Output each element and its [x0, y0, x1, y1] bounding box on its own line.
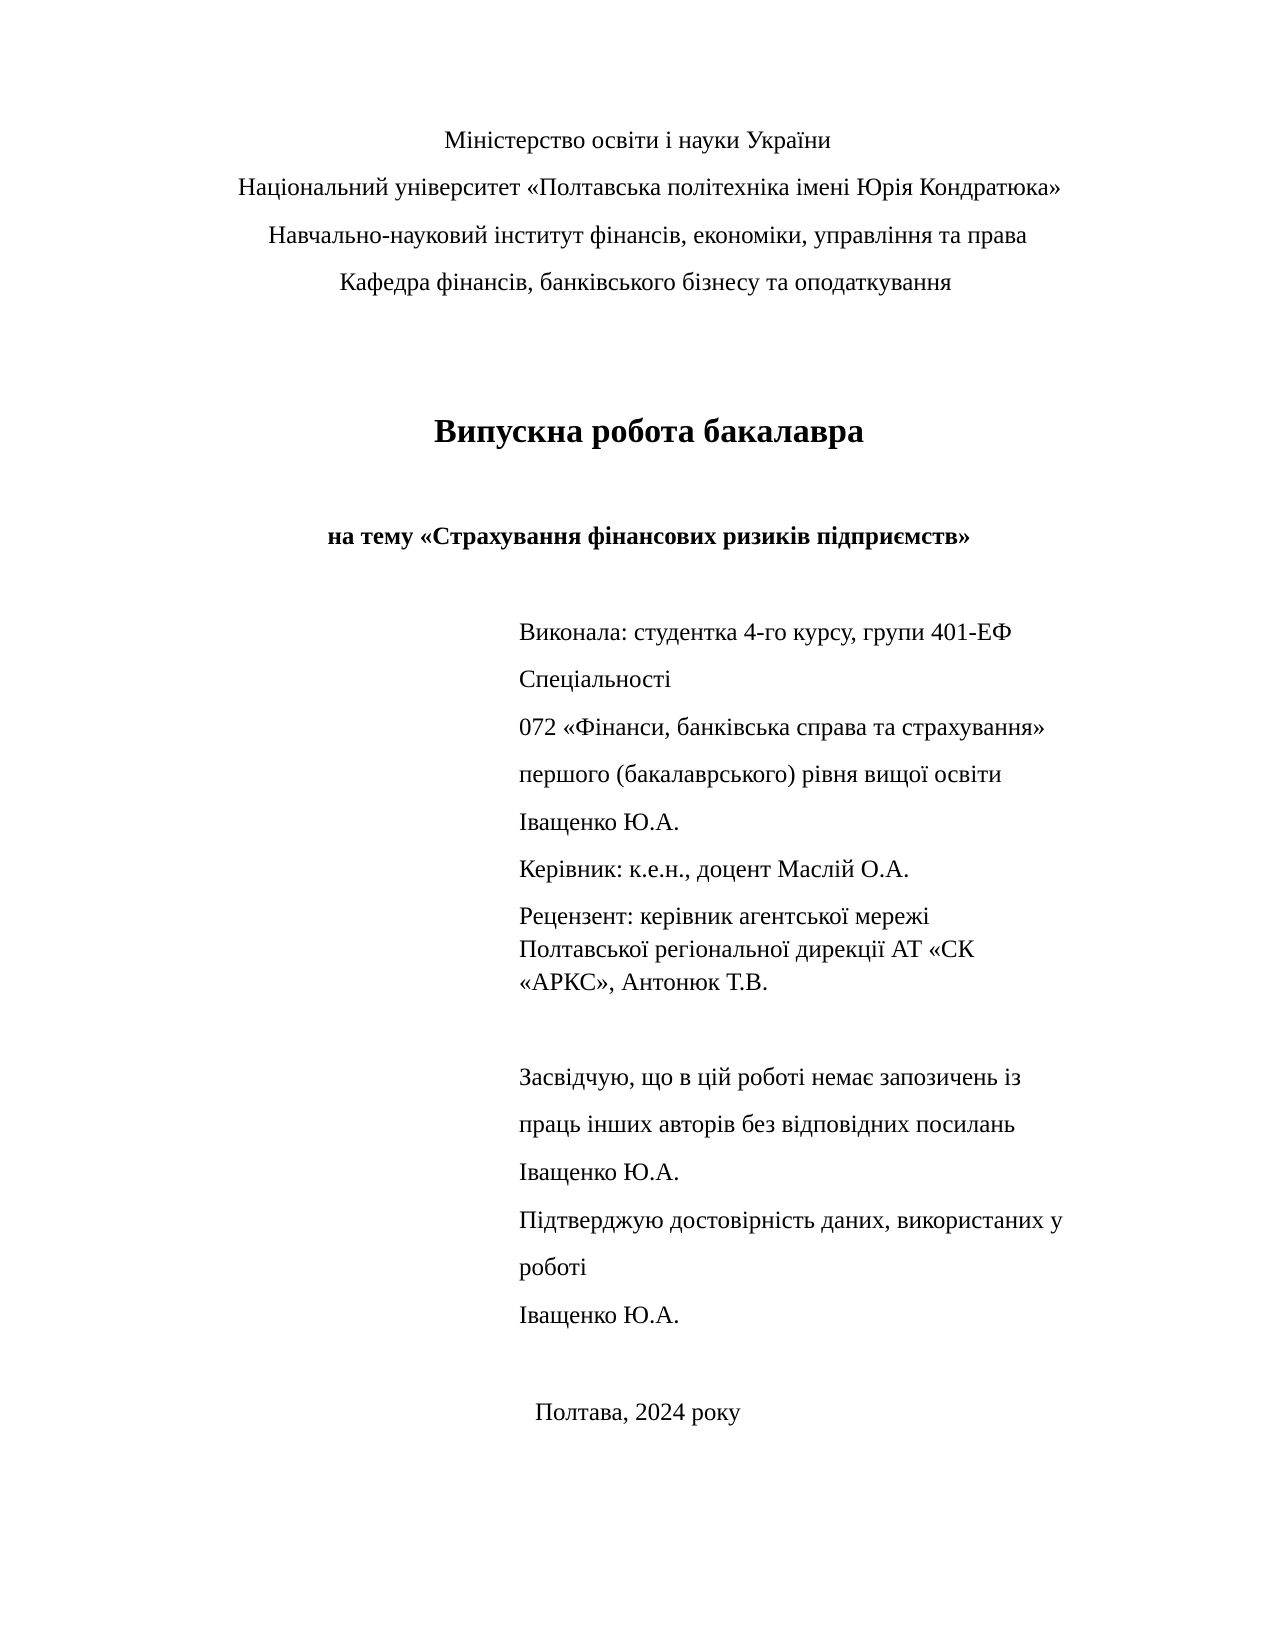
no-plagiarism-line-2: праць інших авторів без відповідних посилань — [519, 1111, 1016, 1138]
thesis-topic: на тему «Страхування фінансових ризиків підприємств» — [327, 523, 971, 550]
no-plagiarism-line-1: Засвідчую, що в цій роботі немає запозичень із — [519, 1064, 1021, 1091]
signature-2: Іващенко Ю.А. — [519, 1302, 680, 1329]
supervisor: Керівник: к.е.н., доцент Маслій О.А. — [519, 856, 910, 883]
reviewer-line-3: «АРКС», Антонюк Т.В. — [519, 969, 769, 996]
city-year: Полтава, 2024 року — [535, 1399, 741, 1426]
reviewer-line-1: Рецензент: керівник агентської мережі — [519, 903, 930, 930]
data-confirm-line-1: Підтверджую достовірність даних, використаних у — [519, 1207, 1063, 1234]
student-name: Іващенко Ю.А. — [519, 809, 680, 836]
data-confirm-line-2: роботі — [519, 1254, 587, 1281]
signature-1: Іващенко Ю.А. — [519, 1159, 680, 1186]
document-title: Випускна робота бакалавра — [434, 413, 864, 450]
reviewer-line-2: Полтавської регіональної дирекції АТ «СК — [519, 936, 975, 963]
education-level: першого (бакалаврського) рівня вищої освіти — [519, 761, 1002, 788]
institute-name: Навчально-науковий інститут фінансів, економіки, управління та права — [268, 222, 1027, 249]
university-name: Національний університет «Полтавська політехніка імені Юрія Кондратюка» — [237, 174, 1062, 201]
specialty: 072 «Фінанси, банківська справа та страхування» — [519, 714, 1046, 741]
specialty-label: Спеціальності — [519, 666, 672, 693]
department-name: Кафедра фінансів, банківського бізнесу та оподаткування — [339, 269, 952, 296]
ministry-name: Міністерство освіти і науки України — [444, 127, 831, 154]
performed-by: Виконала: студентка 4-го курсу, групи 401-ЕФ — [519, 619, 1012, 646]
